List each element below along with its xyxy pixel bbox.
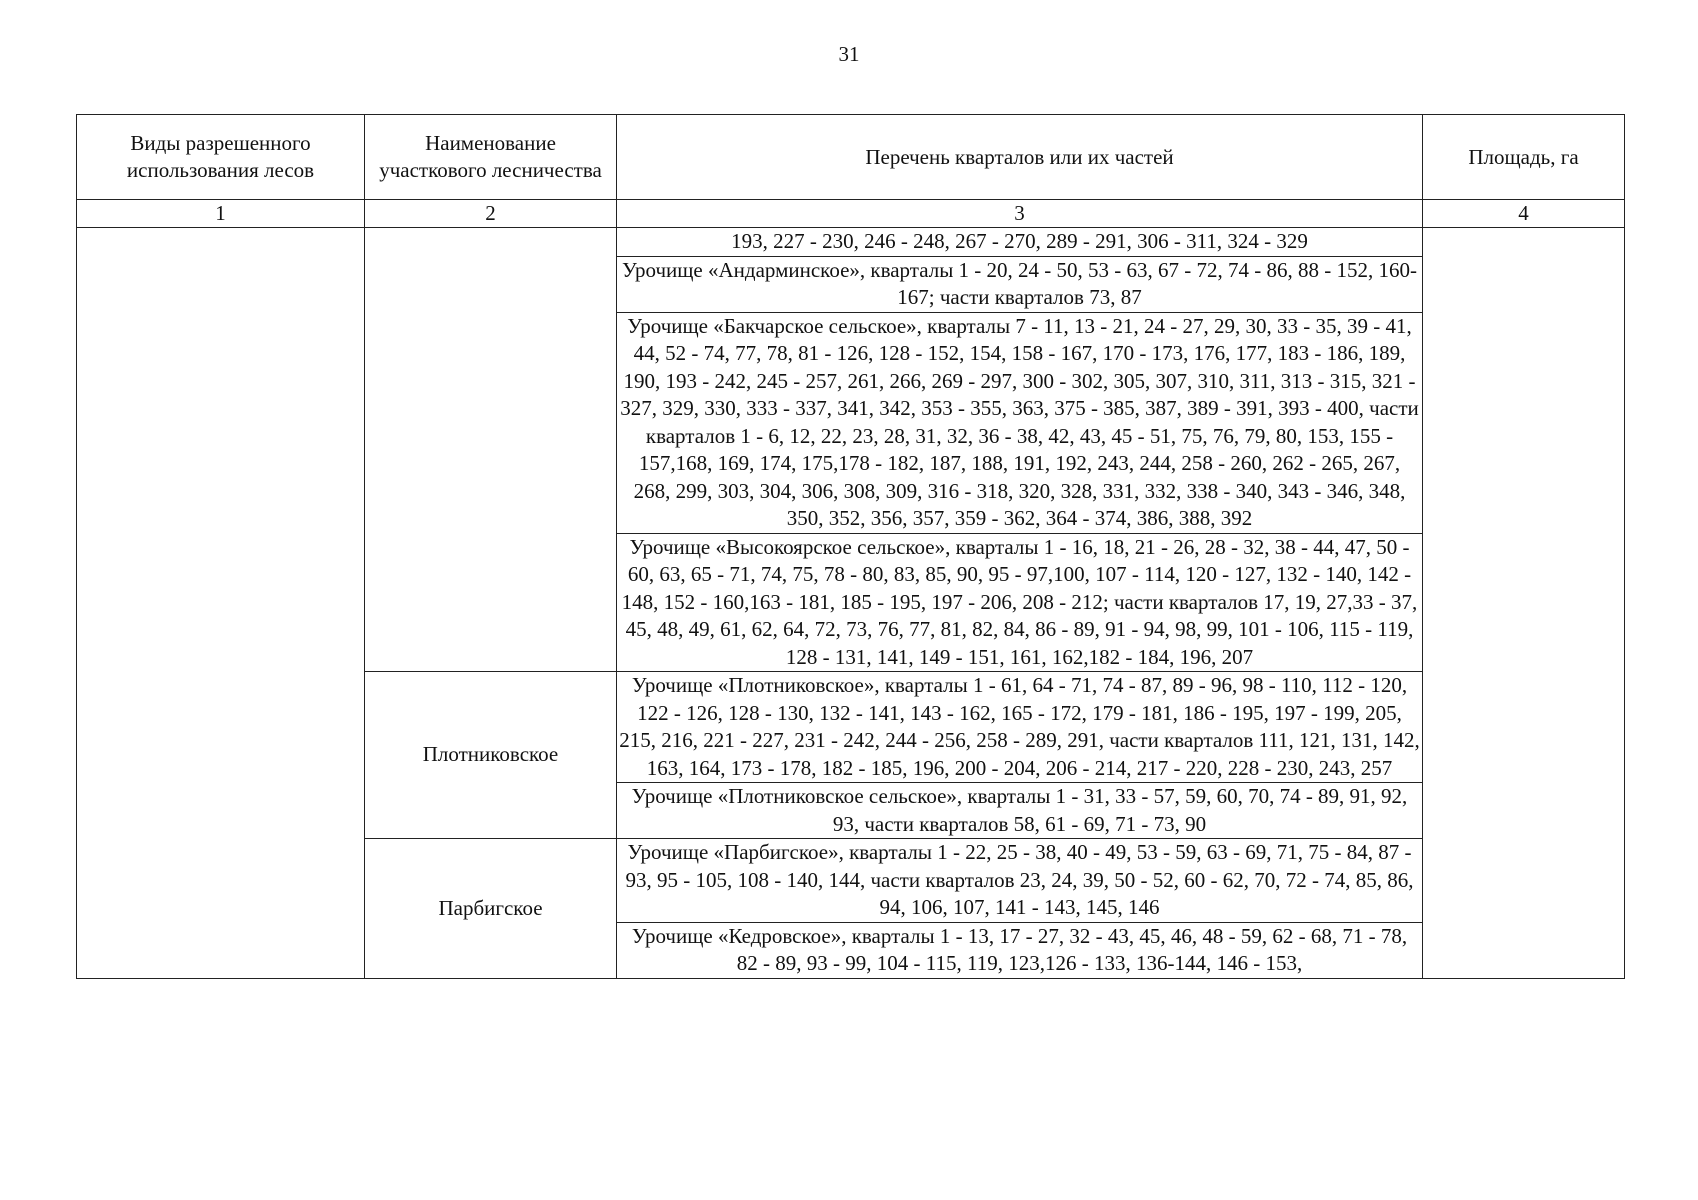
header-use-types: Виды разрешенного использования лесов: [77, 115, 365, 200]
header-area: Площадь, га: [1423, 115, 1625, 200]
column-number-4: 4: [1423, 200, 1625, 228]
forest-use-table: [76, 114, 1625, 979]
column-number-row: [77, 200, 1625, 228]
quarters-cell: Урочище «Высокоярское сельское», кварталы 1 - 16, 18, 21 - 26, 28 - 32, 38 - 44, 47, 50 - 60, 63, 65 - 71, 74, 75, 78 - 80, 83, 85, 90, 95 - 97,100, 107 - 114, 120 - 127, 132 - 140, 142 - 148, 152 - 160,163 - 181, 185 - 195, 197 - 206, 208 - 212; части кварталов 17, 19, 27,33 - 37, 45, 48, 49, 61, 62, 64, 72, 73, 76, 77, 81, 82, 84, 86 - 89, 91 - 94, 98, 99, 101 - 106, 115 - 119, 128 - 131, 141, 149 - 151, 161, 162,182 - 184, 196, 207: [617, 533, 1423, 672]
use-type-cell: [77, 228, 365, 979]
quarters-cell: Урочище «Кедровское», кварталы 1 - 13, 17 - 27, 32 - 43, 45, 46, 48 - 59, 62 - 68, 71 - 78, 82 - 89, 93 - 99, 104 - 115, 119, 123,126 - 133, 136-144, 146 - 153,: [617, 922, 1423, 978]
area-cell: [1423, 228, 1625, 979]
table-row: [77, 228, 1625, 257]
forestry-cell-continued: [365, 228, 617, 672]
quarters-cell: Урочище «Андарминское», кварталы 1 - 20, 24 - 50, 53 - 63, 67 - 72, 74 - 86, 88 - 152, 160-167; части кварталов 73, 87: [617, 256, 1423, 312]
forestry-cell-plotnikovskoe: Плотниковское: [365, 672, 617, 839]
quarters-cell: Урочище «Плотниковское сельское», кварталы 1 - 31, 33 - 57, 59, 60, 70, 74 - 89, 91, 92, 93, части кварталов 58, 61 - 69, 71 - 73, 90: [617, 783, 1423, 839]
quarters-cell: Урочище «Бакчарское сельское», кварталы 7 - 11, 13 - 21, 24 - 27, 29, 30, 33 - 35, 39 - 41, 44, 52 - 74, 77, 78, 81 - 126, 128 - 152, 154, 158 - 167, 170 - 173, 176, 177, 183 - 186, 189, 190, 193 - 242, 245 - 257, 261, 266, 269 - 297, 300 - 302, 305, 307, 310, 311, 313 - 315, 321 - 327, 329, 330, 333 - 337, 341, 342, 353 - 355, 363, 375 - 385, 387, 389 - 391, 393 - 400, части кварталов 1 - 6, 12, 22, 23, 28, 31, 32, 36 - 38, 42, 43, 45 - 51, 75, 76, 79, 80, 153, 155 - 157,168, 169, 174, 175,178 - 182, 187, 188, 191, 192, 243, 244, 258 - 260, 262 - 265, 267, 268, 299, 303, 304, 306, 308, 309, 316 - 318, 320, 328, 331, 332, 338 - 340, 343 - 346, 348, 350, 352, 356, 357, 359 - 362, 364 - 374, 386, 388, 392: [617, 312, 1423, 533]
column-number-3: 3: [617, 200, 1423, 228]
column-number-2: 2: [365, 200, 617, 228]
quarters-cell: 193, 227 - 230, 246 - 248, 267 - 270, 289 - 291, 306 - 311, 324 - 329: [617, 228, 1423, 257]
page-number: 31: [838, 42, 860, 66]
forestry-cell-parbigskoe: Парбигское: [365, 839, 617, 979]
header-quarters-list: Перечень кварталов или их частей: [617, 115, 1423, 200]
column-number-1: 1: [77, 200, 365, 228]
header-forestry-name: Наименование участкового лесничества: [365, 115, 617, 200]
quarters-cell: Урочище «Плотниковское», кварталы 1 - 61, 64 - 71, 74 - 87, 89 - 96, 98 - 110, 112 - 120, 122 - 126, 128 - 130, 132 - 141, 143 - 162, 165 - 172, 179 - 181, 186 - 195, 197 - 199, 205, 215, 216, 221 - 227, 231 - 242, 244 - 256, 258 - 289, 291, части кварталов 111, 121, 131, 142, 163, 164, 173 - 178, 182 - 185, 196, 200 - 204, 206 - 214, 217 - 220, 228 - 230, 243, 257: [617, 672, 1423, 783]
table-header-row: [77, 115, 1625, 200]
quarters-cell: Урочище «Парбигское», кварталы 1 - 22, 25 - 38, 40 - 49, 53 - 59, 63 - 69, 71, 75 - 84, 87 - 93, 95 - 105, 108 - 140, 144, части кварталов 23, 24, 39, 50 - 52, 60 - 62, 70, 72 - 74, 85, 86, 94, 106, 107, 141 - 143, 145, 146: [617, 839, 1423, 923]
